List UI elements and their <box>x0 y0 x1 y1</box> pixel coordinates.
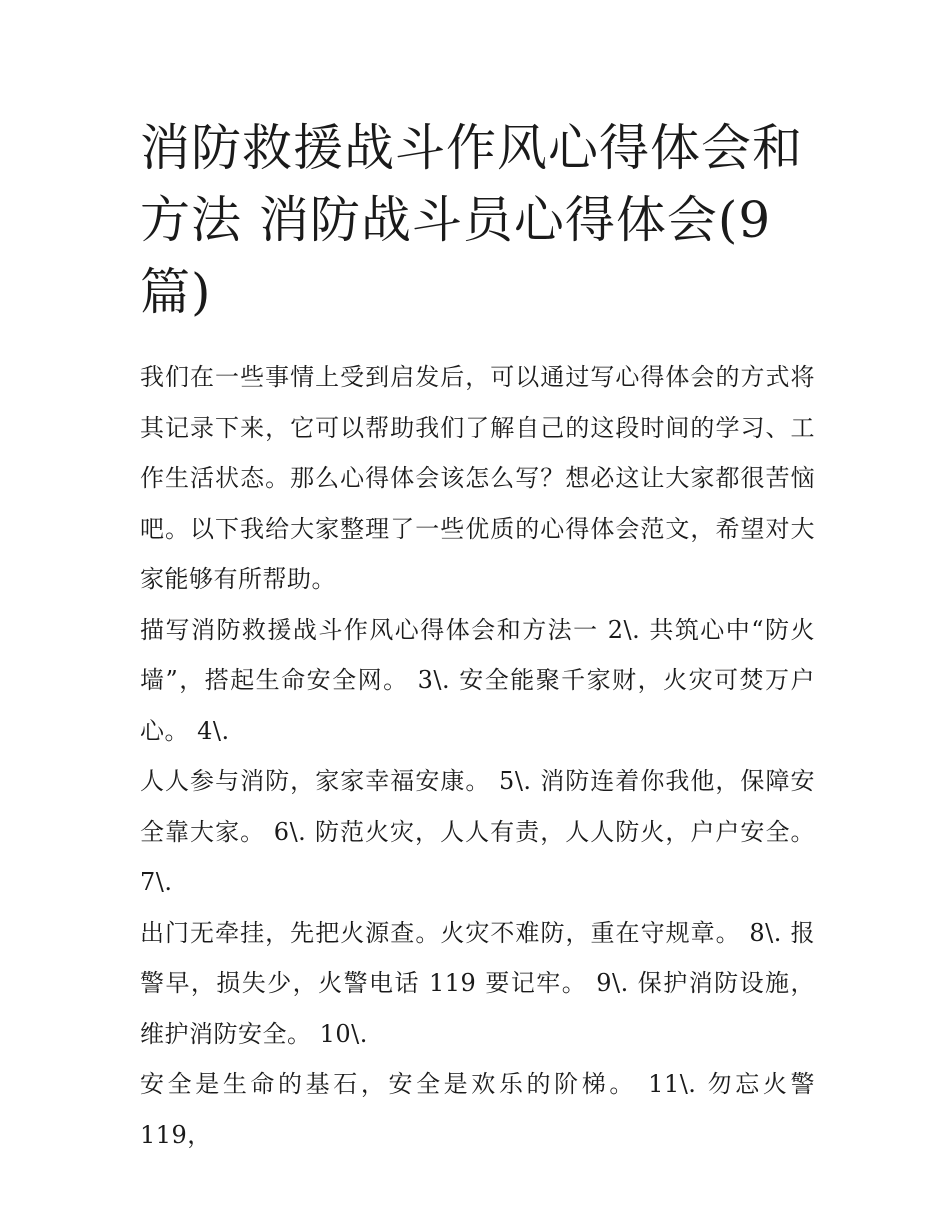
paragraph-slogans-2: 人人参与消防，家家幸福安康。 5\. 消防连着你我他，保障安全靠大家。 6\. 防范火灾，人人有责，人人防火，户户安全。 7\. <box>140 767 815 896</box>
document-body <box>140 352 815 1160</box>
paragraph-slogans-3: 出门无牵挂，先把火源查。火灾不难防，重在守规章。 8\. 报警早，损失少，火警电话 119 要记牢。 9\. 保护消防设施，维护消防安全。 10\. <box>140 918 815 1048</box>
document-title: 消防救援战斗作风心得体会和方法 消防战斗员心得体会(9篇) <box>140 119 803 321</box>
paragraph-slogans-1: 描写消防救援战斗作风心得体会和方法一 2\. 共筑心中“防火墙”，搭起生命安全网。 3\. 安全能聚千家财，火灾可焚万户心。 4\. <box>140 615 815 745</box>
paragraph-intro: 我们在一些事情上受到启发后，可以通过写心得体会的方式将其记录下来，它可以帮助我们了解自己的这段时间的学习、工作生活状态。那么心得体会该怎么写？想必这让大家都很苦恼吧。以下我给大家整理了一些优质的心得体会范文，希望对大家能够有所帮助。 <box>140 363 815 593</box>
paragraph-slogans-4: 安全是生命的基石，安全是欢乐的阶梯。 11\. 勿忘火警 119， <box>140 1070 815 1149</box>
